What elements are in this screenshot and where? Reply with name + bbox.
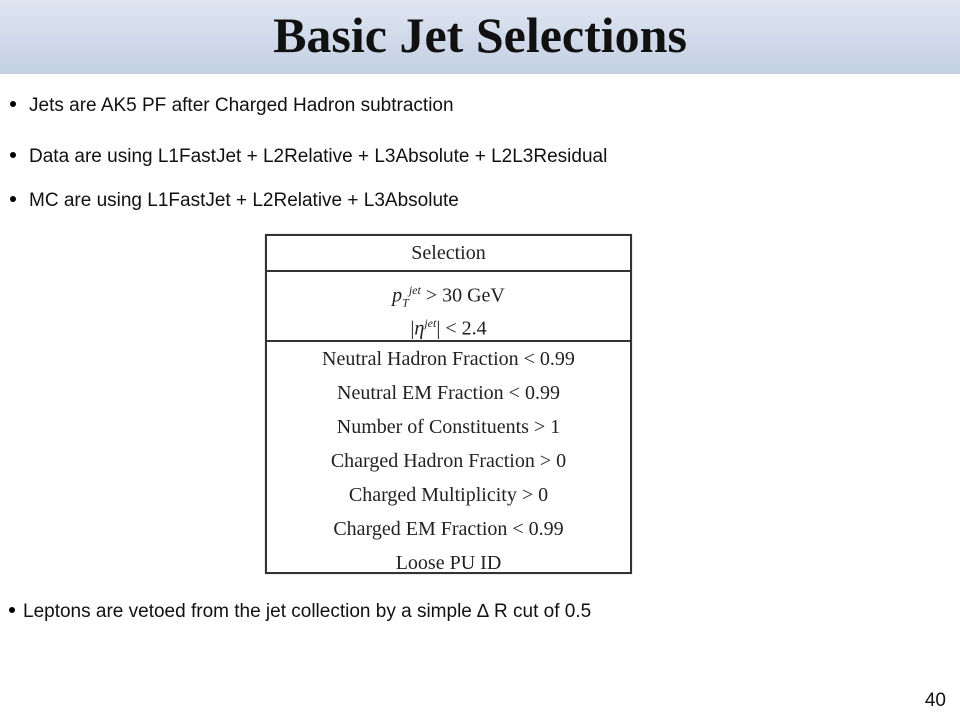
abs-bar-left: | bbox=[410, 317, 415, 340]
bullet-dot-icon bbox=[10, 196, 16, 202]
eta-symbol: η bbox=[414, 317, 425, 340]
bullet-dot-icon bbox=[10, 152, 16, 158]
table-row: Number of Constituents > 1 bbox=[336, 416, 561, 438]
bullet-item bbox=[10, 94, 454, 118]
abs-bar-right: | bbox=[436, 317, 441, 340]
pt-symbol: p bbox=[392, 284, 403, 307]
selection-table bbox=[265, 234, 632, 574]
table-row: Charged Multiplicity > 0 bbox=[348, 484, 549, 506]
pt-superscript: jet bbox=[408, 283, 421, 297]
selection-table-header: Selection bbox=[267, 236, 630, 272]
bullet-item bbox=[10, 145, 607, 169]
table-row: Loose PU ID bbox=[395, 552, 502, 574]
slide-title: Basic Jet Selections bbox=[273, 7, 687, 63]
eta-cut bbox=[267, 307, 630, 340]
bullet-dot-icon bbox=[10, 101, 16, 107]
pt-subscript: T bbox=[402, 295, 409, 310]
bullet-text: Data are using L1FastJet + L2Relative + L3Absolute + L2L3Residual bbox=[29, 146, 608, 167]
bullet-text: MC are using L1FastJet + L2Relative + L3Absolute bbox=[29, 190, 459, 211]
bullet-text: Leptons are vetoed from the jet collection by a simple ∆ R cut of 0.5 bbox=[23, 601, 592, 622]
table-row: Neutral EM Fraction < 0.99 bbox=[337, 382, 560, 404]
page-number: 40 bbox=[924, 690, 946, 711]
bullet-dot-icon bbox=[9, 607, 15, 613]
bullet-item bbox=[10, 189, 459, 213]
table-row: Neutral Hadron Fraction < 0.99 bbox=[322, 348, 575, 370]
pt-cut bbox=[267, 274, 630, 310]
table-row: Charged Hadron Fraction > 0 bbox=[330, 450, 567, 472]
bullet-text: Jets are AK5 PF after Charged Hadron subtraction bbox=[29, 95, 454, 116]
kinematic-cuts bbox=[267, 272, 630, 342]
eta-superscript: jet bbox=[424, 316, 437, 330]
pt-relation: > 30 GeV bbox=[425, 284, 505, 307]
eta-relation: < 2.4 bbox=[445, 317, 487, 340]
table-row: Charged EM Fraction < 0.99 bbox=[333, 518, 564, 540]
bullet-item bbox=[9, 600, 591, 624]
